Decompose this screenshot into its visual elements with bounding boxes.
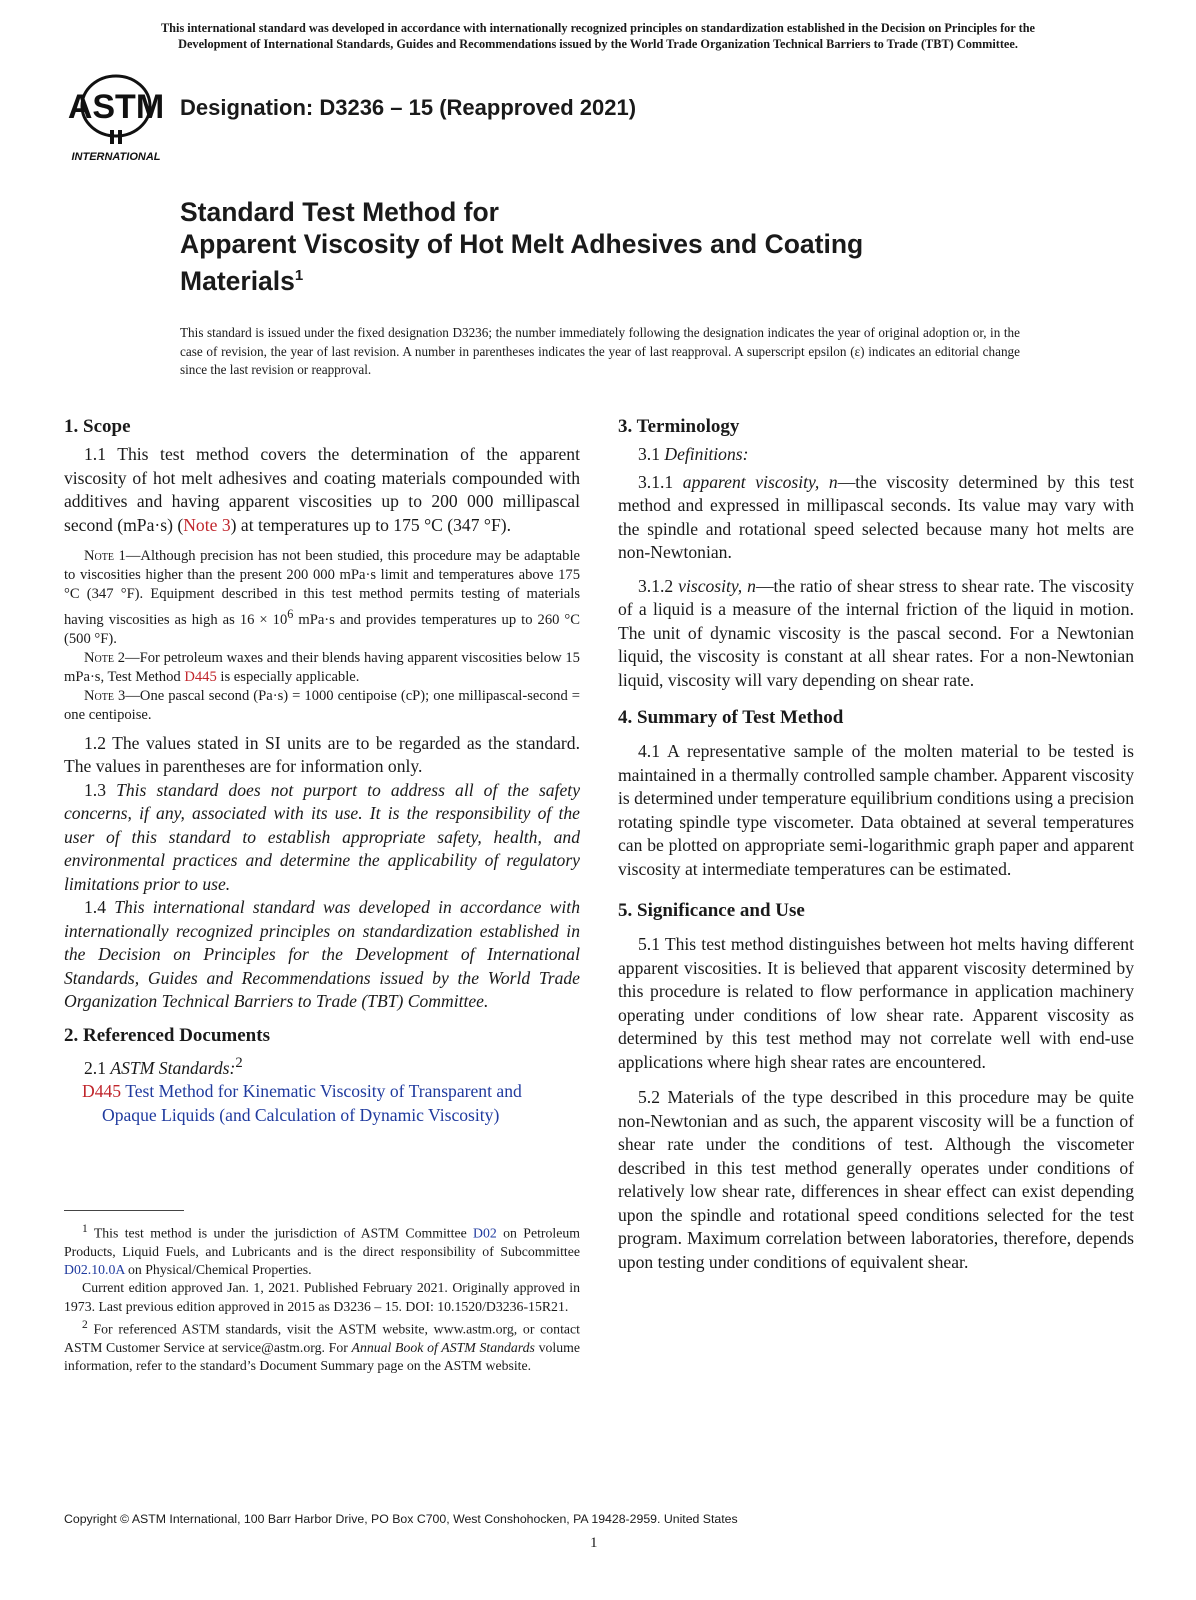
paragraph-1-1: 1.1 This test method covers the determination of the apparent viscosity of hot melt adhesives and coating materials compounded with additives and having apparent viscosities up to 200 000 millipascal second (mPa·s) (Note 3) at temperatures up to 175 °C (347 °F). — [64, 444, 580, 535]
designation: Designation: D3236 – 15 (Reapproved 2021) — [180, 95, 637, 120]
astm-logo — [64, 70, 172, 170]
paragraph-5-2: 5.2 Materials of the type described in this procedure may be quite non-Newtonian and as such, the apparent viscosity will be a function of shear rate under the conditions of test. Although the viscometer described in this test method generally operates under conditions of relatively low shear rate, differences in shear effect can exist depending upon the spindle and rotational speed conditions selected for the test program. Maximum correlation between laboratories, therefore, depends upon testing under conditions of equivalent shear. — [618, 1087, 1134, 1272]
footnote-2: $^2$ For referenced ASTM standards, visit the ASTM website, www.astm.org, or contact ASTM Customer Service at service@astm.org. For Annual Book of ASTM Standards volume information, refer to the standard’s Document Summary page on the ASTM website. — [64, 1319, 580, 1374]
section-heading-significance: 5. Significance and Use — [618, 900, 805, 921]
paragraph-3-1-1: 3.1.1 apparent viscosity, n—the viscosity determined by this test method and expressed in millipascal seconds. Its value may vary with the spindle and rotational speed selected because many hot melts are non-Newtonian. — [618, 471, 1134, 562]
section-heading-summary: 4. Summary of Test Method — [618, 707, 844, 728]
copyright: Copyright © ASTM International, 100 Barr Harbor Drive, PO Box C700, West Conshohocken, PA 19428-2959. United States — [64, 1512, 738, 1526]
top-notice-line2: Development of International Standards, Guides and Recommendations issued by the World Trade Organization Technical Barriers to Trade (TBT) Committee. — [178, 37, 1018, 51]
note-3: Note 3—One pascal second (Pa·s) = 1000 centipoise (cP); one millipascal-second = one centipoise. — [64, 688, 580, 724]
footnote-1: $^1$ This test method is under the jurisdiction of ASTM Committee D02 on Petroleum Products, Liquid Fuels, and Lubricants and is the direct responsibility of Subcommittee D02.10.0A on Physical/Chemical Properties. — [64, 1223, 580, 1278]
paragraph-1-4: 1.4 This international standard was developed in accordance with internationally recognized principles on standardization established in the Decision on Principles for the Development of International Standards, Guides and Recommendations issued by the World Trade Organization Technical Barriers to Trade (TBT) Committee. — [64, 897, 580, 1012]
reference-code[interactable]: D445 — [82, 1081, 122, 1102]
paragraph-3-1-2: 3.1.2 viscosity, n—the ratio of shear stress to shear rate. The viscosity of a liquid is a measure of the internal friction of the liquid in motion. The unit of dynamic viscosity is the pascal second. For a Newtonian liquid, the viscosity is constant at all shear rates. For a non-Newtonian liquid, viscosity will vary depending on shear rate. — [618, 575, 1134, 690]
astm-logo-icon — [64, 70, 172, 170]
note-2: Note 2—For petroleum waxes and their blends having apparent viscosities below 15 mPa·s, Test Method D445 is especially applicable. — [64, 649, 580, 686]
reference-d445[interactable] — [64, 1080, 580, 1127]
section-heading-terminology: 3. Terminology — [618, 416, 740, 437]
reference-title[interactable]: Test Method for Kinematic Viscosity of Transparent and Opaque Liquids (and Calculation of Dynamic Viscosity) — [102, 1081, 522, 1125]
top-notice-line1: This international standard was developed in accordance with internationally recognized principles on standardization established in the Decision on Principles for the — [160, 21, 1036, 35]
note-1: Note 1—Although precision has not been studied, this procedure may be adaptable to viscosities higher than the present 200 000 mPa·s limit and temperatures above 175 °C (347 °F). Equipment described in this test method permits testing of materials having viscosities as high as $16 \times 10^6$ mPa·s and provides temperatures up to 260 °C (500 °F). — [64, 548, 580, 647]
page-number: 1 — [590, 1535, 598, 1551]
logo-subtext: INTERNATIONAL — [71, 151, 161, 163]
paragraph-1-3: 1.3 This standard does not purport to address all of the safety concerns, if any, associated with its use. It is the responsibility of the user of this standard to establish appropriate safety, health, and environmental practices and determine the applicability of regulatory limitations prior to use. — [64, 779, 581, 894]
footnote-1-edition: Current edition approved Jan. 1, 2021. Published February 2021. Originally approved in 1973. Last previous edition approved in 2015 as D3236 – 15. DOI: 10.1520/D3236-15R21. — [64, 1280, 580, 1314]
section-heading-referenced-documents: 2. Referenced Documents — [64, 1024, 270, 1046]
d445-link[interactable]: D445 — [184, 669, 217, 686]
issue-note: This standard is issued under the fixed designation D3236; the number immediately following the designation indicates the year of original adoption or, in the case of revision, the year of last revision. A number in parentheses indicates the year of last reapproval. A superscript epsilon (ε) indicates an editorial change since the last revision or reapproval. — [180, 325, 1020, 377]
right-column — [618, 415, 1134, 1274]
paragraph-3-1: 3.1 Definitions: — [638, 444, 749, 464]
paragraph-1-2: 1.2 The values stated in SI units are to be regarded as the standard. The values in parentheses are for information only. — [64, 732, 580, 777]
title-line3: Materials — [180, 265, 295, 296]
title-footnote-mark: 1 — [294, 267, 304, 284]
paragraph-2-1: 2.1 ASTM Standards:$^2$ — [84, 1054, 243, 1078]
footnote-divider — [64, 1210, 184, 1211]
left-column — [64, 415, 580, 1127]
title-line2: Apparent Viscosity of Hot Melt Adhesives and Coating — [180, 229, 864, 259]
section-heading-scope: 1. Scope — [64, 416, 131, 437]
d02-10-0a-link[interactable]: D02.10.0A — [64, 1262, 125, 1278]
document-title — [180, 196, 1080, 297]
paragraph-4-1: 4.1 A representative sample of the molten material to be tested is maintained in a thermally controlled sample chamber. Apparent viscosity is determined under temperature equilibrium conditions using a precision rotating spindle type viscometer. Data obtained at several temperatures can be plotted on appropriate semi-logarithmic graph paper and apparent viscosity at intermediate temperatures can be estimated. — [618, 741, 1134, 879]
footnotes — [64, 1220, 580, 1376]
top-notice — [58, 20, 1138, 52]
logo-text: ASTM — [67, 88, 165, 126]
note-3-link[interactable]: Note 3 — [183, 514, 231, 535]
title-line1: Standard Test Method for — [180, 197, 499, 227]
paragraph-5-1: 5.1 This test method distinguishes between hot melts having different apparent viscosities. It is believed that apparent viscosity determined by this procedure is related to flow performance in application machinery operating under conditions of low shear rate. Apparent viscosity as determined by this test method may not correlate well with end-use applications where high shear rates are encountered. — [618, 934, 1134, 1072]
d02-link[interactable]: D02 — [473, 1225, 497, 1241]
